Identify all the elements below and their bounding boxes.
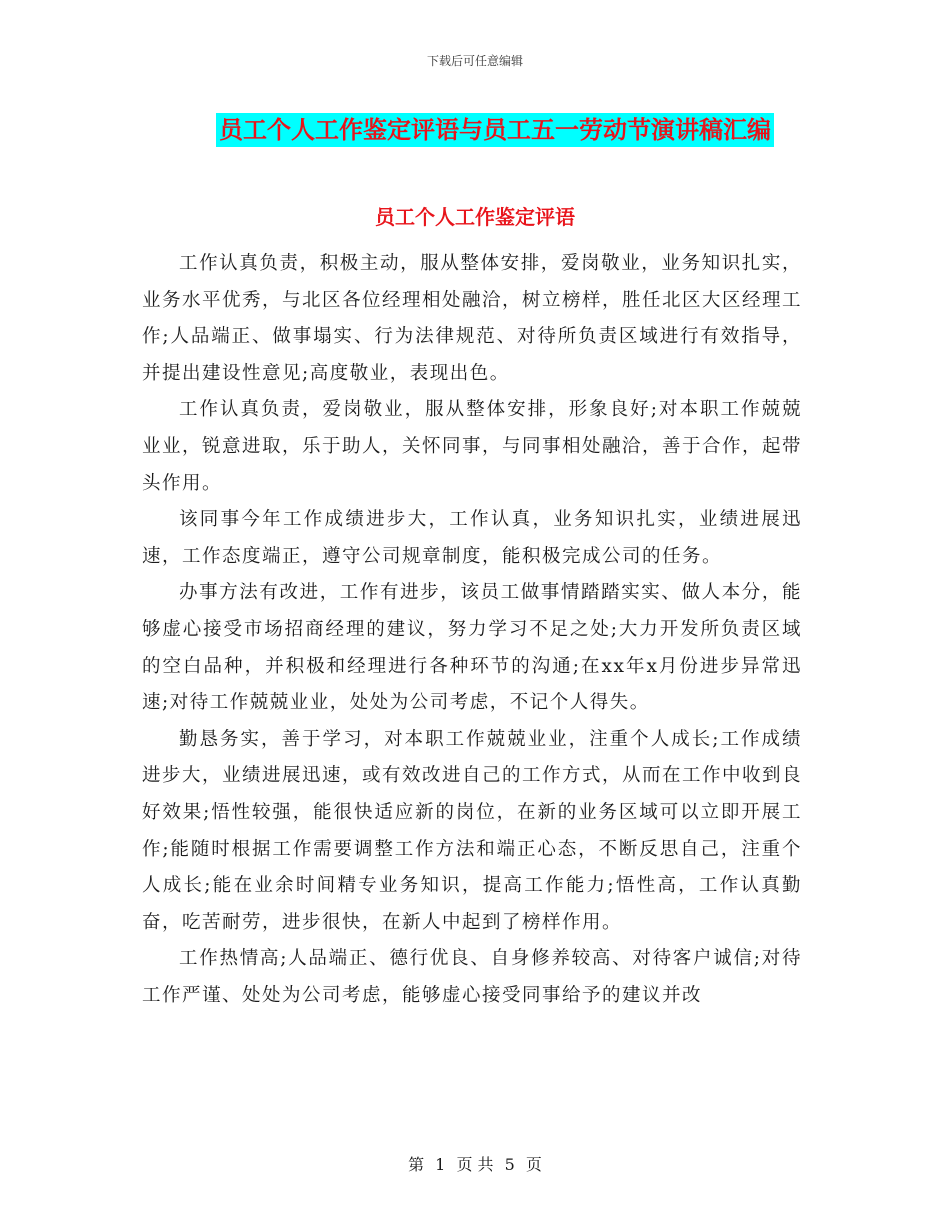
paragraph: 工作认真负责，爱岗敬业，服从整体安排，形象良好;对本职工作兢兢业业，锐意进取，乐于助人，关怀同事，与同事相处融洽，善于合作，起带头作用。	[142, 399, 803, 494]
document-title-container	[0, 113, 950, 147]
paragraph: 工作热情高;人品端正、德行优良、自身修养较高、对待客户诚信;对待工作严谨、处处为公司考虑，能够虚心接受同事给予的建议并改	[142, 948, 802, 1006]
footer-prefix: 第	[408, 1155, 425, 1174]
document-body	[142, 246, 802, 1014]
footer-suffix: 页	[525, 1155, 542, 1174]
footer-total-pages: 5	[504, 1155, 515, 1174]
paragraph: 勤恳务实，善于学习，对本职工作兢兢业业，注重个人成长;工作成绩进步大，业绩进展迅速，或有效改进自己的工作方式，从而在工作中收到良好效果;悟性较强，能很快适应新的岗位，在新的业务区域可以立即开展工作;能随时根据工作需要调整工作方法和端正心态，不断反思自己，注重个人成长;能在业余时间精专业务知识，提高工作能力;悟性高，工作认真勤奋，吃苦耐劳，进步很快，在新人中起到了榜样作用。	[142, 728, 803, 933]
paragraph: 该同事今年工作成绩进步大，工作认真，业务知识扎实，业绩进展迅速，工作态度端正，遵守公司规章制度，能积极完成公司的任务。	[142, 509, 802, 567]
section-title: 员工个人工作鉴定评语	[375, 205, 575, 229]
footer-page-number: 1	[435, 1155, 446, 1174]
paragraph: 办事方法有改进，工作有进步，该员工做事情踏踏实实、做人本分，能够虚心接受市场招商经理的建议，努力学习不足之处;大力开发所负责区域的空白品种，并积极和经理进行各种环节的沟通;在xx年x月份进步异常迅速;对待工作兢兢业业，处处为公司考虑，不记个人得失。	[142, 582, 802, 714]
document-title: 员工个人工作鉴定评语与员工五一劳动节演讲稿汇编	[216, 113, 774, 147]
page-footer	[0, 1154, 950, 1176]
footer-mid: 页 共	[456, 1155, 494, 1174]
page-header-note: 下载后可任意编辑	[426, 54, 523, 68]
paragraph: 工作认真负责，积极主动，服从整体安排，爱岗敬业，业务知识扎实，业务水平优秀，与北区各位经理相处融洽，树立榜样，胜任北区大区经理工作;人品端正、做事塌实、行为法律规范、对待所负责区域进行有效指导，并提出建设性意见;高度敬业，表现出色。	[142, 253, 803, 384]
